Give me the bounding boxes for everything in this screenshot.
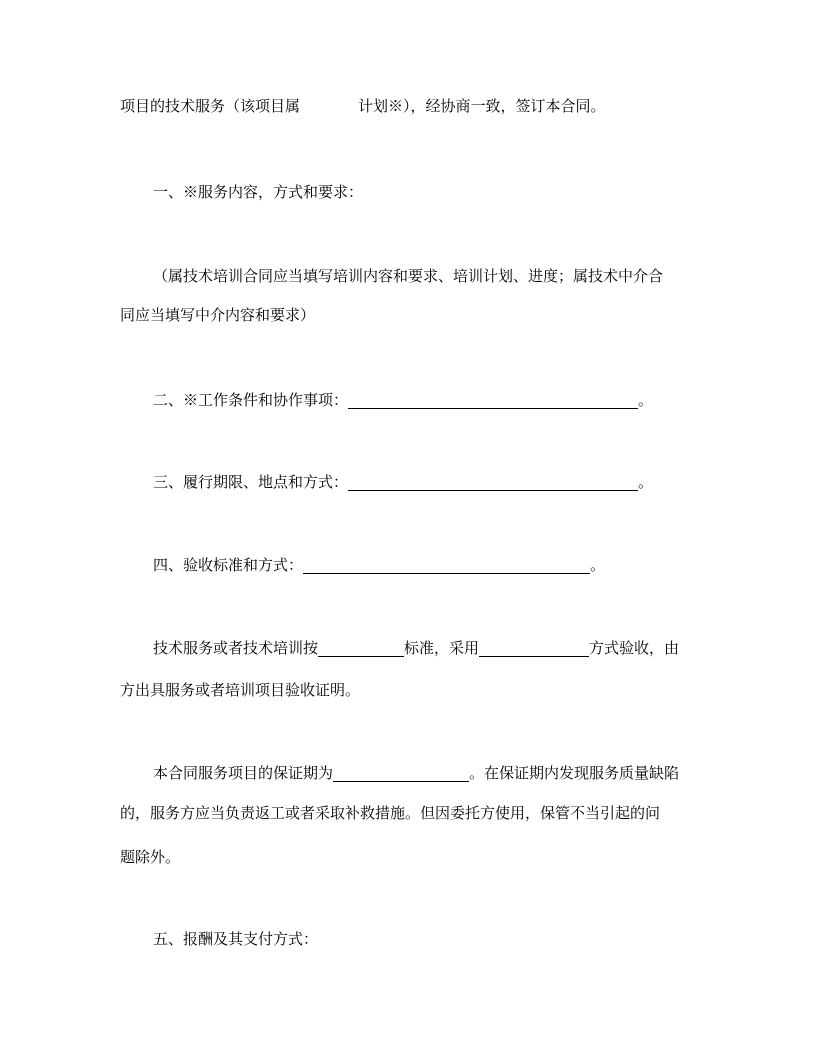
- warranty-text-a: 本合同服务项目的保证期为: [153, 764, 334, 782]
- intro-text-b: 计划※），经协商一致，签订本合同。: [358, 97, 606, 115]
- acceptance-line-2: 方出具服务或者培训项目验收证明。: [120, 681, 361, 699]
- section-5-heading: 五、报酬及其支付方式：: [153, 930, 319, 948]
- warranty-line-2: 的，服务方应当负责返工或者采取补救措施。但因委托方使用，保管不当引起的问: [120, 804, 661, 822]
- acceptance-text-c: 方式验收，由: [589, 639, 680, 657]
- term-place-method-blank: [348, 474, 638, 491]
- section-3-line: [153, 472, 653, 492]
- section-3-heading: 三、履行期限、地点和方式：: [153, 473, 349, 491]
- acceptance-standard-blank: [303, 557, 590, 574]
- section-2-heading: 二、※工作条件和协作事项：: [153, 391, 349, 409]
- section-4-heading: 四、验收标准和方式：: [153, 556, 304, 574]
- section-1-note-line-2: 同应当填写中介内容和要求）: [120, 306, 316, 324]
- acceptance-line-1: [153, 638, 679, 658]
- acceptance-text-a: 技术服务或者技术培训按: [153, 639, 319, 657]
- acceptance-standard-name-blank: [318, 640, 404, 657]
- section-4-end: 。: [590, 556, 606, 574]
- section-4-line: [153, 555, 605, 575]
- work-conditions-blank: [348, 392, 638, 409]
- section-3-end: 。: [638, 473, 654, 491]
- warranty-text-b: 。在保证期内发现服务质量缺陷: [469, 764, 680, 782]
- acceptance-text-b: 标准，采用: [404, 639, 480, 657]
- intro-text-a: 项目的技术服务（该项目属: [120, 97, 301, 115]
- section-1-note-line-1: （属技术培训合同应当填写培训内容和要求、培训计划、进度；属技术中介合: [153, 267, 664, 285]
- section-2-end: 。: [638, 391, 654, 409]
- acceptance-method-blank: [479, 640, 589, 657]
- warranty-line-1: [153, 763, 679, 783]
- section-1-heading: 一、※服务内容，方式和要求：: [153, 183, 364, 201]
- warranty-period-blank: [333, 765, 469, 782]
- section-2-line: [153, 390, 653, 410]
- warranty-line-3: 题除外。: [120, 848, 181, 866]
- intro-line: [120, 96, 606, 116]
